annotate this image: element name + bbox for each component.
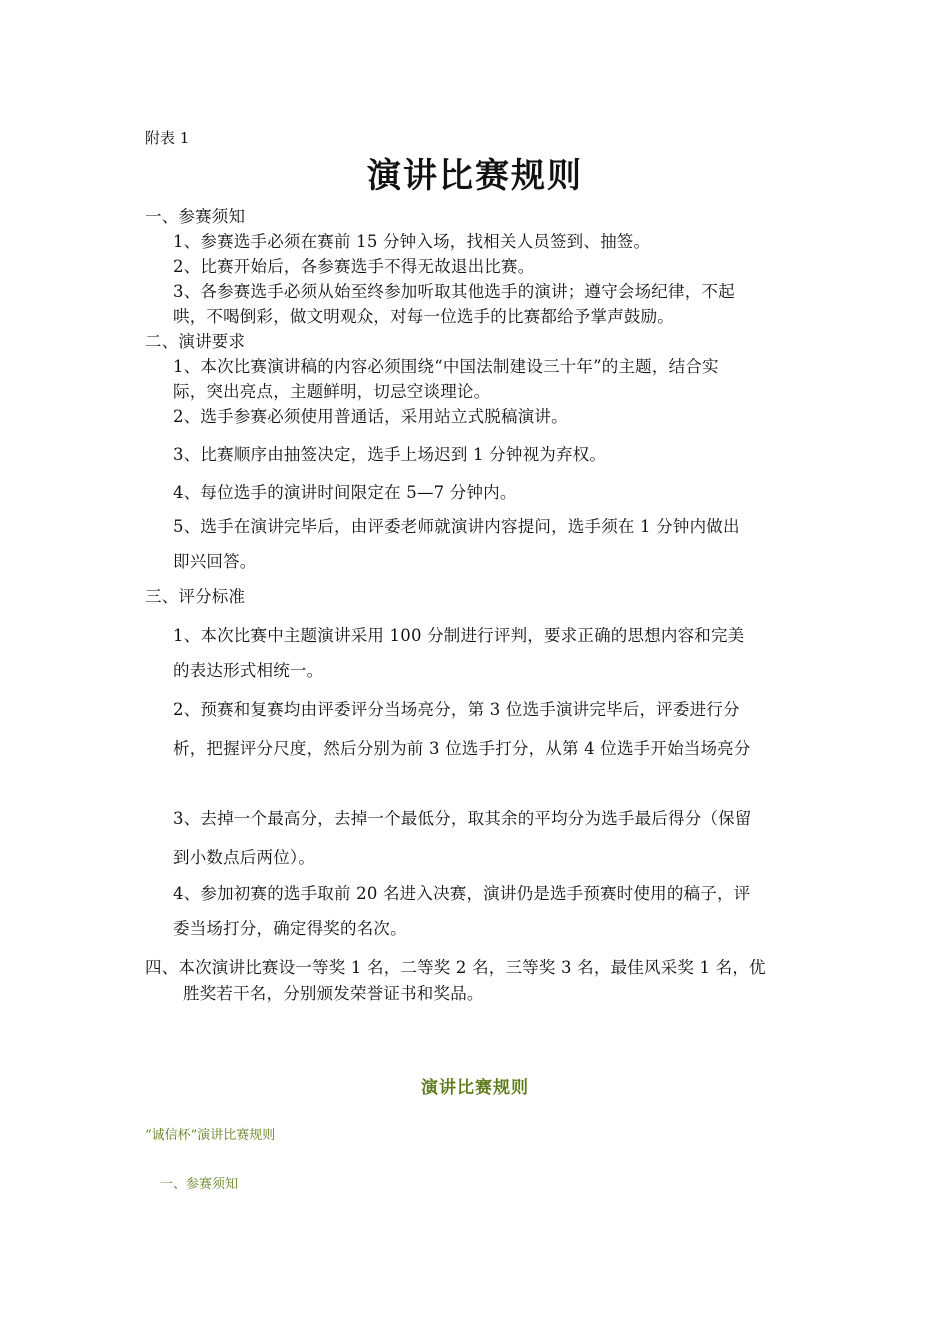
paragraph-line: 3、各参赛选手必须从始至终参加听取其他选手的演讲；遵守会场纪律，不起 bbox=[173, 282, 735, 301]
paragraph-line: 析，把握评分尺度，然后分别为前 3 位选手打分，从第 4 位选手开始当场亮分 bbox=[173, 739, 751, 758]
paragraph-line: 际，突出亮点，主题鲜明，切忌空谈理论。 bbox=[173, 382, 491, 401]
paragraph-line: 即兴回答。 bbox=[173, 552, 257, 571]
secondary-section-heading: 一、参赛须知 bbox=[160, 1177, 239, 1192]
paragraph-line: 2、选手参赛必须使用普通话，采用站立式脱稿演讲。 bbox=[173, 407, 568, 426]
paragraph-line: 到小数点后两位）。 bbox=[173, 848, 316, 867]
paragraph-line: 1、本次比赛中主题演讲采用 100 分制进行评判，要求正确的思想内容和完美 bbox=[173, 626, 745, 645]
section-3-heading: 三、评分标准 bbox=[145, 587, 246, 606]
paragraph-line: 4、每位选手的演讲时间限定在 5—7 分钟内。 bbox=[173, 483, 517, 502]
paragraph-line: 3、比赛顺序由抽签决定，选手上场迟到 1 分钟视为弃权。 bbox=[173, 445, 607, 464]
paragraph-line: 1、参赛选手必须在赛前 15 分钟入场，找相关人员签到、抽签。 bbox=[173, 232, 651, 251]
annex-label: 附表 1 bbox=[145, 129, 190, 147]
paragraph-line: 2、预赛和复赛均由评委评分当场亮分，第 3 位选手演讲完毕后，评委进行分 bbox=[173, 700, 740, 719]
paragraph-line: 胜奖若干名，分别颁发荣誉证书和奖品。 bbox=[183, 984, 484, 1003]
paragraph-line: 的表达形式相统一。 bbox=[173, 661, 324, 680]
paragraph-line: 委当场打分，确定得奖的名次。 bbox=[173, 919, 407, 938]
paragraph-line: 1、本次比赛演讲稿的内容必须围绕“中国法制建设三十年”的主题，结合实 bbox=[173, 357, 719, 376]
page-title: 演讲比赛规则 bbox=[367, 156, 583, 196]
paragraph-line: 4、参加初赛的选手取前 20 名进入决赛，演讲仍是选手预赛时使用的稿子，评 bbox=[173, 884, 751, 903]
paragraph-line: 5、选手在演讲完毕后，由评委老师就演讲内容提问，选手须在 1 分钟内做出 bbox=[173, 517, 740, 536]
section-1-heading: 一、参赛须知 bbox=[145, 207, 246, 226]
paragraph-line: 哄，不喝倒彩，做文明观众，对每一位选手的比赛都给予掌声鼓励。 bbox=[173, 307, 674, 326]
paragraph-line: 2、比赛开始后，各参赛选手不得无故退出比赛。 bbox=[173, 257, 535, 276]
secondary-subtitle: “诚信杯”演讲比赛规则 bbox=[145, 1128, 276, 1143]
section-4-line: 四、本次演讲比赛设一等奖 1 名，二等奖 2 名，三等奖 3 名，最佳风采奖 1 名，优 bbox=[145, 958, 766, 977]
secondary-title: 演讲比赛规则 bbox=[421, 1078, 529, 1098]
section-2-heading: 二、演讲要求 bbox=[145, 332, 246, 351]
paragraph-line: 3、去掉一个最高分，去掉一个最低分，取其余的平均分为选手最后得分（保留 bbox=[173, 809, 752, 828]
